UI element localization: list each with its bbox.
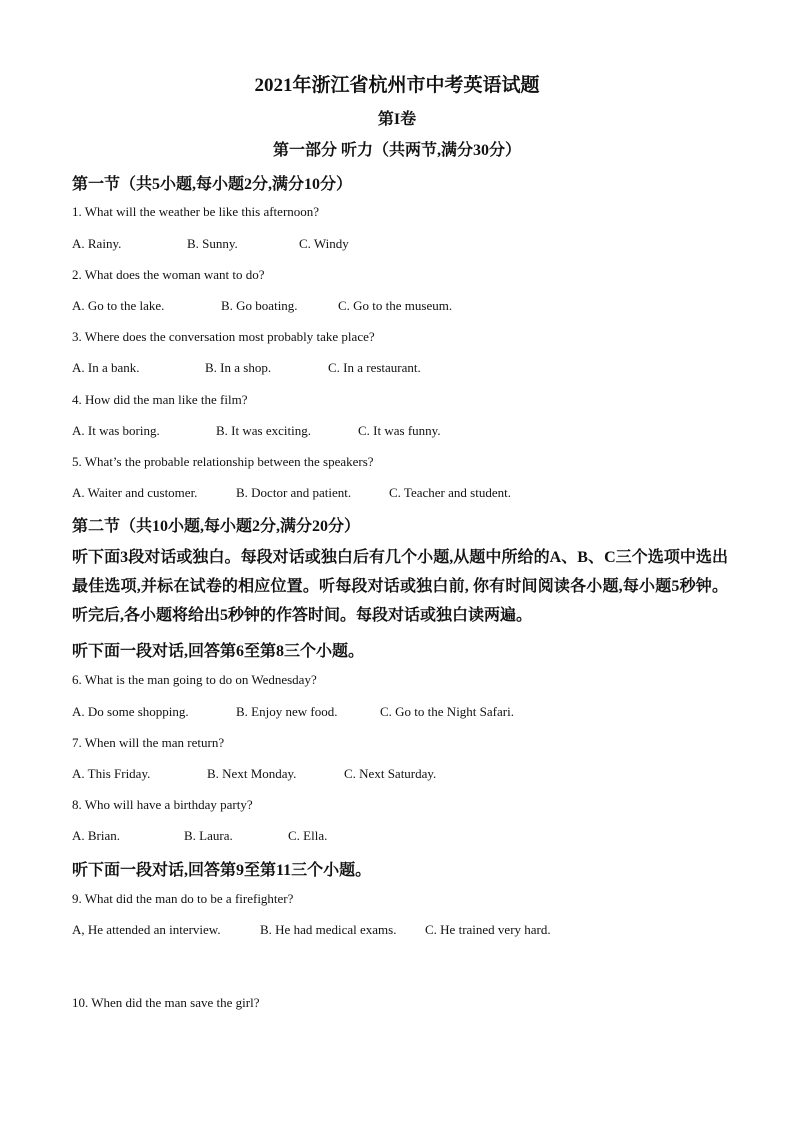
option-a: A. Brian. [72, 828, 121, 843]
option-b: B. Doctor and patient. [236, 485, 352, 500]
exam-title: 2021年浙江省杭州市中考英语试题 [254, 75, 540, 96]
option-c: C. Next Saturday. [344, 766, 437, 781]
question-6: 6. What is the man going to do on Wednesday? [72, 672, 317, 687]
option-a: A. It was boring. [72, 423, 160, 438]
option-a: A. In a bank. [72, 360, 140, 375]
option-a: A. Do some shopping. [72, 704, 189, 719]
question-5: 5. What’s the probable relationship between the speakers? [72, 454, 374, 469]
dialogue-2-instruction: 听下面一段对话,回答第9至第11三个小题。 [72, 862, 372, 879]
options-1 [72, 236, 349, 252]
option-a: A. Rainy. [72, 236, 122, 251]
question-10: 10. When did the man save the girl? [72, 995, 260, 1010]
option-c: C. Go to the Night Safari. [380, 704, 514, 719]
option-b: B. He had medical exams. [260, 922, 397, 937]
section2-instruction: 听下面3段对话或独白。每段对话或独白后有几个小题,从题中所给的A、B、C三个选项中选出最佳选项,并标在试卷的相应位置。听每段对话或独白前, 你有时间阅读各小题,每小题5秒钟。听完后,各小题将给出5秒钟的作答时间。每段对话或独白读两遍。 [72, 549, 728, 624]
options-8 [72, 828, 327, 844]
option-b: B. Laura. [184, 828, 233, 843]
options-5 [72, 485, 511, 501]
option-b: B. Enjoy new food. [236, 704, 338, 719]
option-a: A, He attended an interview. [72, 922, 221, 937]
question-7: 7. When will the man return? [72, 735, 225, 750]
option-b: B. In a shop. [205, 360, 272, 375]
question-2: 2. What does the woman want to do? [72, 267, 265, 282]
options-3 [72, 360, 421, 376]
section2-header: 第二节（共10小题,每小题2分,满分20分） [72, 518, 361, 535]
question-3: 3. Where does the conversation most probably take place? [72, 329, 375, 344]
option-c: C. Teacher and student. [389, 485, 511, 500]
option-b: B. Sunny. [187, 236, 238, 251]
options-4 [72, 423, 441, 439]
options-7 [72, 766, 436, 782]
volume-label: 第I卷 [377, 111, 417, 128]
option-b: B. Next Monday. [207, 766, 297, 781]
question-4: 4. How did the man like the film? [72, 392, 248, 407]
section1-header: 第一节（共5小题,每小题2分,满分10分） [72, 176, 353, 193]
options-6 [72, 704, 514, 720]
option-c: C. He trained very hard. [425, 922, 551, 937]
dialogue-1-instruction: 听下面一段对话,回答第6至第8三个小题。 [72, 643, 365, 660]
question-1: 1. What will the weather be like this afternoon? [72, 204, 320, 219]
option-a: A. This Friday. [72, 766, 151, 781]
option-c: C. Go to the museum. [338, 298, 453, 313]
option-b: B. It was exciting. [216, 423, 311, 438]
options-9 [72, 922, 551, 938]
options-2 [72, 298, 452, 314]
option-a: A. Waiter and customer. [72, 485, 198, 500]
question-9: 9. What did the man do to be a firefighter? [72, 891, 294, 906]
option-c: C. Windy [299, 236, 349, 251]
option-c: C. In a restaurant. [328, 360, 421, 375]
question-8: 8. Who will have a birthday party? [72, 797, 253, 812]
part-heading: 第一部分 听力（共两节,满分30分） [272, 142, 521, 159]
option-c: C. It was funny. [358, 423, 441, 438]
option-c: C. Ella. [288, 828, 328, 843]
option-b: B. Go boating. [221, 298, 298, 313]
option-a: A. Go to the lake. [72, 298, 165, 313]
